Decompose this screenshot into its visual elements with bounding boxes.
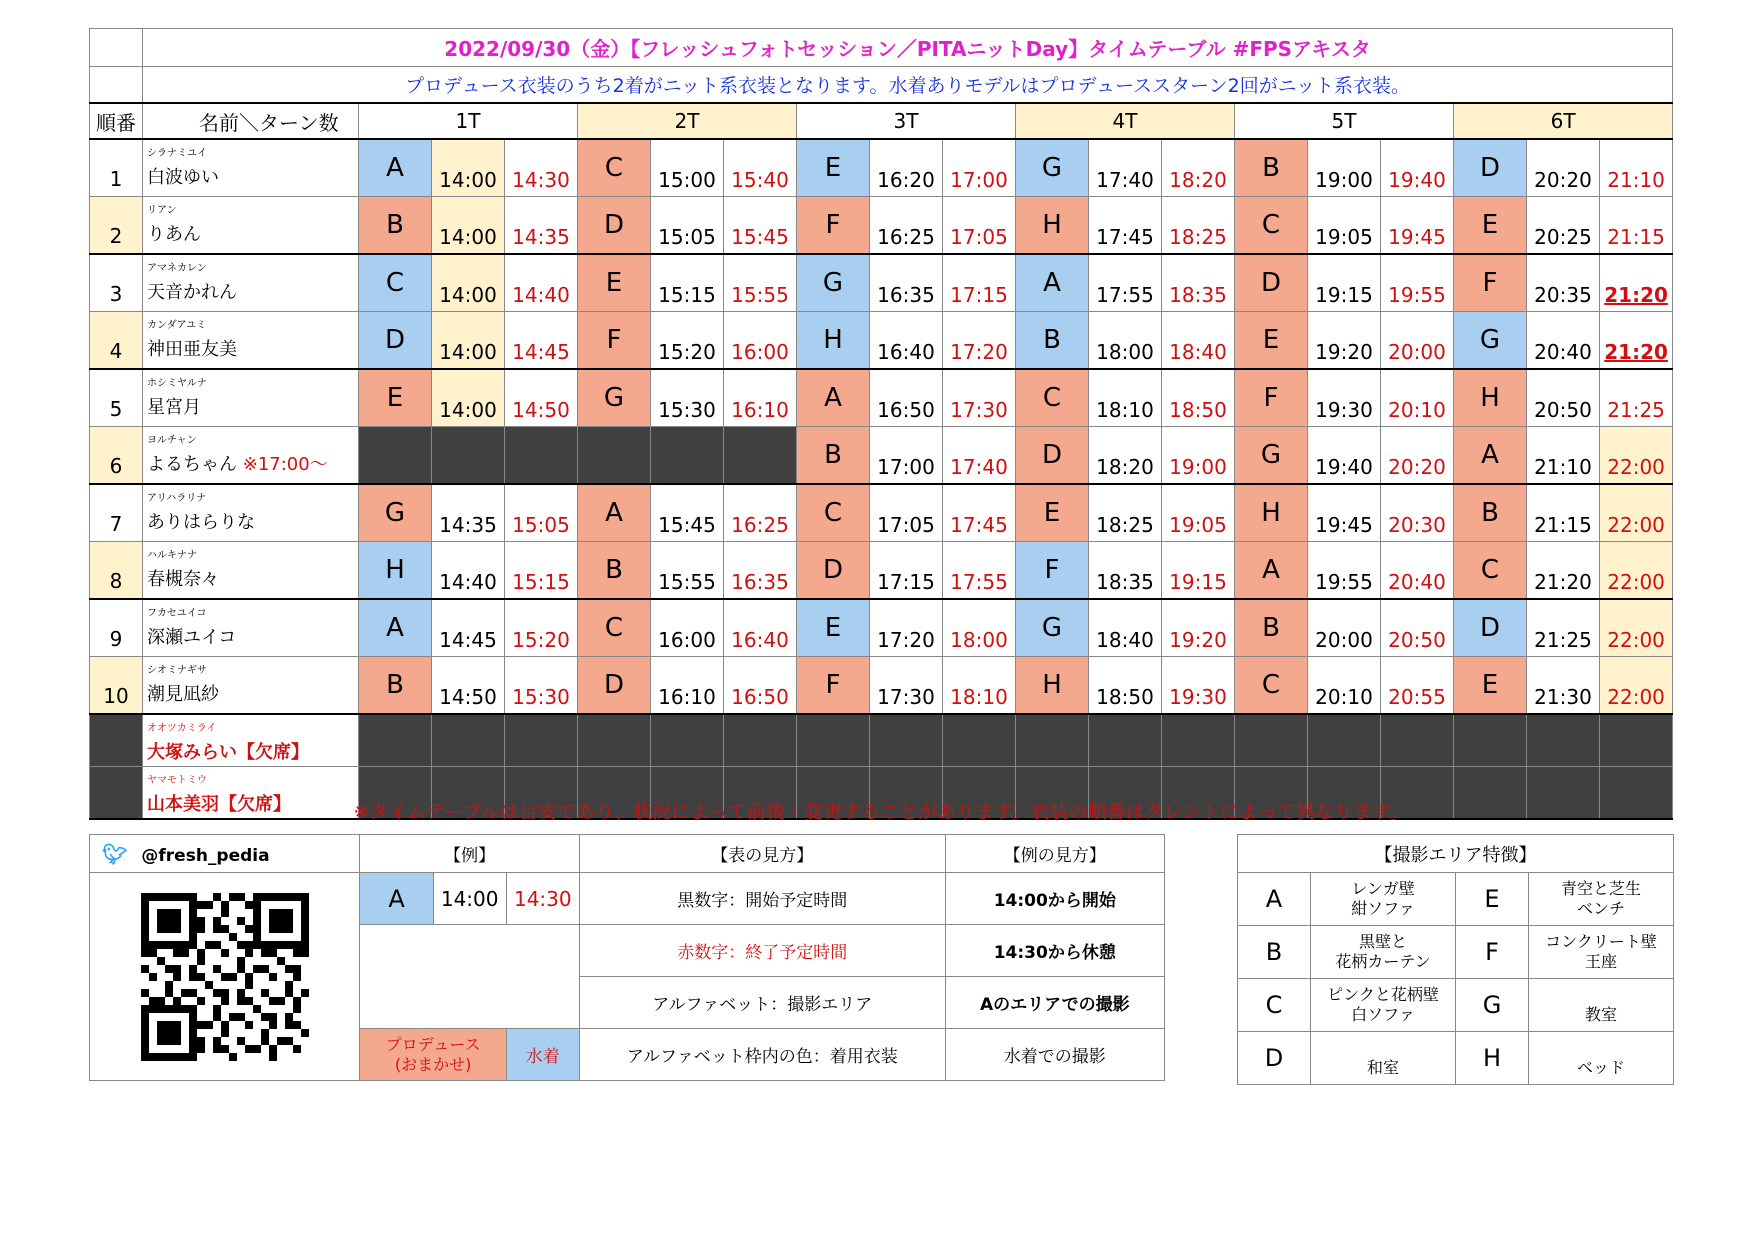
area-letter: B	[578, 542, 651, 600]
area-letter: G	[797, 254, 870, 312]
header-row	[90, 103, 1673, 139]
area-letter: E	[797, 599, 870, 657]
model-name: アリハラリナ ありはらりな	[143, 484, 359, 542]
area-letter: E	[1454, 197, 1527, 255]
end-time: 21:20	[1600, 312, 1673, 370]
model-name: シラナミユイ 白波ゆい	[143, 139, 359, 197]
end-time: 21:25	[1600, 369, 1673, 427]
row-number: 4	[90, 312, 143, 370]
area-desc: ベッド	[1529, 1032, 1674, 1085]
header-name: 名前＼ターン数	[143, 103, 359, 139]
example-head: 【例】	[360, 835, 579, 873]
end-time: 15:30	[505, 657, 578, 715]
example-read-head: 【例の見方】	[945, 835, 1164, 873]
absent-name: オオツカミライ 大塚みらい【欠席】	[143, 714, 359, 767]
area-letter: D	[797, 542, 870, 600]
start-time: 15:20	[651, 312, 724, 370]
start-time: 15:15	[651, 254, 724, 312]
start-time: 17:55	[1089, 254, 1162, 312]
start-time: 18:10	[1089, 369, 1162, 427]
table-row	[90, 254, 1673, 312]
area-letter: D	[1016, 427, 1089, 485]
start-time: 21:25	[1527, 599, 1600, 657]
start-time: 17:40	[1089, 139, 1162, 197]
area-letter: G	[359, 484, 432, 542]
end-time: 21:10	[1600, 139, 1673, 197]
area-letter: C	[1235, 197, 1308, 255]
twitter-icon: 🐦︎	[102, 841, 128, 866]
area-letter: F	[1235, 369, 1308, 427]
end-time: 17:20	[943, 312, 1016, 370]
example-start: 14:00	[433, 873, 506, 925]
area-letter: A	[1454, 427, 1527, 485]
end-time: 20:55	[1381, 657, 1454, 715]
legend-produce: プロデュース (おまかせ)	[360, 1029, 506, 1081]
model-name: シオミナギサ 潮見凪紗	[143, 657, 359, 715]
start-time: 19:30	[1308, 369, 1381, 427]
start-time: 20:25	[1527, 197, 1600, 255]
start-time: 16:00	[651, 599, 724, 657]
area-desc: 和室	[1311, 1032, 1456, 1085]
qr-code[interactable]	[90, 873, 360, 1081]
start-time: 21:30	[1527, 657, 1600, 715]
table-row	[90, 312, 1673, 370]
start-time: 16:40	[870, 312, 943, 370]
area-letter: H	[1016, 657, 1089, 715]
row-number: 6	[90, 427, 143, 485]
area-letter: H	[1016, 197, 1089, 255]
area-letter: B	[1016, 312, 1089, 370]
header-turn-2: 2T	[578, 103, 797, 139]
area-desc: 青空と芝生 ベンチ	[1529, 873, 1674, 926]
timetable	[89, 28, 1673, 820]
end-time: 17:55	[943, 542, 1016, 600]
start-time: 15:30	[651, 369, 724, 427]
start-time: 19:05	[1308, 197, 1381, 255]
end-time: 18:00	[943, 599, 1016, 657]
start-time: 21:15	[1527, 484, 1600, 542]
model-name: ヨルチャン よるちゃん ※17:00〜	[143, 427, 359, 485]
area-letter: E	[1235, 312, 1308, 370]
start-time: 20:20	[1527, 139, 1600, 197]
area-letter: D	[359, 312, 432, 370]
start-time: 15:00	[651, 139, 724, 197]
row-number: 1	[90, 139, 143, 197]
area-desc: レンガ壁 紺ソファ	[1311, 873, 1456, 926]
area-letter: D	[578, 657, 651, 715]
table-row	[90, 599, 1673, 657]
end-time: 15:20	[505, 599, 578, 657]
end-time: 15:45	[724, 197, 797, 255]
area-letter: B	[359, 197, 432, 255]
area-letter: C	[1016, 369, 1089, 427]
area-desc: 黒壁と 花柄カーテン	[1311, 926, 1456, 979]
end-time: 18:25	[1162, 197, 1235, 255]
example-read-area: Aのエリアでの撮影	[945, 977, 1164, 1029]
end-time: 14:50	[505, 369, 578, 427]
table-row	[90, 657, 1673, 715]
area-letter: C	[1454, 542, 1527, 600]
end-time: 18:35	[1162, 254, 1235, 312]
area-letter: D	[578, 197, 651, 255]
area-letter: B	[1235, 599, 1308, 657]
area-letter: B	[1235, 139, 1308, 197]
start-time: 19:45	[1308, 484, 1381, 542]
row-number: 8	[90, 542, 143, 600]
start-time: 18:50	[1089, 657, 1162, 715]
end-time: 19:30	[1162, 657, 1235, 715]
table-row	[90, 139, 1673, 197]
area-letter: F	[1456, 926, 1529, 979]
area-letter: A	[359, 139, 432, 197]
area-letter: B	[1238, 926, 1311, 979]
area-letter: E	[1456, 873, 1529, 926]
howto-head: 【表の見方】	[579, 835, 945, 873]
start-time: 16:20	[870, 139, 943, 197]
end-time: 20:10	[1381, 369, 1454, 427]
start-time: 14:50	[432, 657, 505, 715]
area-desc: 教室	[1529, 979, 1674, 1032]
start-time: 20:50	[1527, 369, 1600, 427]
area-letter: E	[797, 139, 870, 197]
start-time: 17:05	[870, 484, 943, 542]
area-letter: E	[359, 369, 432, 427]
area-letter: E	[578, 254, 651, 312]
start-time: 14:45	[432, 599, 505, 657]
howto-color: アルファベット枠内の色：着用衣装	[579, 1029, 945, 1081]
end-time: 18:10	[943, 657, 1016, 715]
start-time: 20:40	[1527, 312, 1600, 370]
end-time: 17:15	[943, 254, 1016, 312]
page-subtitle: プロデュース衣装のうち2着がニット系衣装となります。水着ありモデルはプロデューススターン2回がニット系衣装。	[143, 67, 1673, 104]
area-letter: D	[1454, 599, 1527, 657]
area-letter: F	[1016, 542, 1089, 600]
row-number: 5	[90, 369, 143, 427]
end-time: 22:00	[1600, 484, 1673, 542]
absent-name: ヤマモトミウ 山本美羽【欠席】	[143, 767, 359, 820]
row-number: 10	[90, 657, 143, 715]
start-time: 18:20	[1089, 427, 1162, 485]
end-time: 17:45	[943, 484, 1016, 542]
model-name: リアン りあん	[143, 197, 359, 255]
end-time: 20:30	[1381, 484, 1454, 542]
end-time: 15:40	[724, 139, 797, 197]
end-time: 16:35	[724, 542, 797, 600]
end-time: 16:50	[724, 657, 797, 715]
table-row	[90, 369, 1673, 427]
row-number: 3	[90, 254, 143, 312]
end-time: 16:10	[724, 369, 797, 427]
area-row	[1238, 873, 1674, 926]
start-time: 17:30	[870, 657, 943, 715]
area-desc: コンクリート壁 王座	[1529, 926, 1674, 979]
end-time: 14:40	[505, 254, 578, 312]
start-time: 19:55	[1308, 542, 1381, 600]
start-time: 16:10	[651, 657, 724, 715]
area-letter: D	[1235, 254, 1308, 312]
area-letter: C	[578, 599, 651, 657]
start-time: 18:00	[1089, 312, 1162, 370]
end-time: 17:00	[943, 139, 1016, 197]
area-row	[1238, 926, 1674, 979]
row-number: 7	[90, 484, 143, 542]
end-time: 15:55	[724, 254, 797, 312]
start-time: 19:20	[1308, 312, 1381, 370]
area-letter: H	[1454, 369, 1527, 427]
end-time: 19:05	[1162, 484, 1235, 542]
header-turn-5: 5T	[1235, 103, 1454, 139]
absent-row	[90, 714, 1673, 767]
start-time: 18:25	[1089, 484, 1162, 542]
model-name: ハルキナナ 春槻奈々	[143, 542, 359, 600]
howto-black: 黒数字：開始予定時間	[579, 873, 945, 925]
area-letter: C	[797, 484, 870, 542]
start-time: 17:20	[870, 599, 943, 657]
start-time: 14:00	[432, 197, 505, 255]
start-time: 18:35	[1089, 542, 1162, 600]
table-row	[90, 484, 1673, 542]
end-time: 20:50	[1381, 599, 1454, 657]
start-time: 20:00	[1308, 599, 1381, 657]
area-letter: C	[1235, 657, 1308, 715]
start-time: 15:45	[651, 484, 724, 542]
start-time: 20:10	[1308, 657, 1381, 715]
example-read-end: 14:30から休憩	[945, 925, 1164, 977]
area-letter: A	[578, 484, 651, 542]
footnote: ※タイムテーブルは目安であり、状況によって前後・変更することがあります。衣装の順番はタレントによって異なります。	[353, 801, 1409, 823]
end-time: 17:40	[943, 427, 1016, 485]
area-letter: G	[1454, 312, 1527, 370]
area-desc: ピンクと花柄壁 白ソファ	[1311, 979, 1456, 1032]
header-turn-3: 3T	[797, 103, 1016, 139]
area-letter: E	[1454, 657, 1527, 715]
area-letter: C	[359, 254, 432, 312]
end-time: 15:05	[505, 484, 578, 542]
end-time: 14:45	[505, 312, 578, 370]
end-time: 19:55	[1381, 254, 1454, 312]
area-letter: H	[1456, 1032, 1529, 1085]
end-time: 22:00	[1600, 542, 1673, 600]
area-letter: G	[1456, 979, 1529, 1032]
end-time: 16:40	[724, 599, 797, 657]
start-time: 19:15	[1308, 254, 1381, 312]
model-name: フカセユイコ 深瀬ユイコ	[143, 599, 359, 657]
end-time: 15:15	[505, 542, 578, 600]
start-time: 14:00	[432, 139, 505, 197]
table-row	[90, 427, 1673, 485]
area-letter: G	[578, 369, 651, 427]
model-name: アマネカレン 天音かれん	[143, 254, 359, 312]
area-letter: E	[1016, 484, 1089, 542]
end-time: 19:45	[1381, 197, 1454, 255]
legend-table	[89, 834, 1165, 1081]
start-time: 20:35	[1527, 254, 1600, 312]
model-name: カンダアユミ 神田亜友美	[143, 312, 359, 370]
start-time: 15:05	[651, 197, 724, 255]
end-time: 22:00	[1600, 599, 1673, 657]
area-letter: G	[1016, 599, 1089, 657]
area-letter: B	[797, 427, 870, 485]
start-time: 21:20	[1527, 542, 1600, 600]
howto-red: 赤数字：終了予定時間	[579, 925, 945, 977]
table-row	[90, 542, 1673, 600]
area-letter: F	[797, 657, 870, 715]
start-time: 21:10	[1527, 427, 1600, 485]
legend-swim: 水着	[506, 1029, 579, 1081]
end-time: 19:15	[1162, 542, 1235, 600]
start-time: 14:40	[432, 542, 505, 600]
end-time: 19:00	[1162, 427, 1235, 485]
start-time: 19:40	[1308, 427, 1381, 485]
start-time: 17:45	[1089, 197, 1162, 255]
example-read-swim: 水着での撮影	[945, 1029, 1164, 1081]
start-time: 17:15	[870, 542, 943, 600]
start-time: 18:40	[1089, 599, 1162, 657]
area-letter: D	[1454, 139, 1527, 197]
area-table	[1237, 834, 1674, 1085]
table-row	[90, 197, 1673, 255]
end-time: 22:00	[1600, 657, 1673, 715]
end-time: 21:20	[1600, 254, 1673, 312]
row-number: 9	[90, 599, 143, 657]
end-time: 20:20	[1381, 427, 1454, 485]
end-time: 18:20	[1162, 139, 1235, 197]
example-letter: A	[360, 873, 433, 925]
header-turn-6: 6T	[1454, 103, 1673, 139]
area-letter: A	[359, 599, 432, 657]
start-time: 15:55	[651, 542, 724, 600]
area-letter: D	[1238, 1032, 1311, 1085]
area-letter: G	[1016, 139, 1089, 197]
header-order: 順番	[90, 103, 143, 139]
area-letter: B	[1454, 484, 1527, 542]
end-time: 14:30	[505, 139, 578, 197]
header-turn-4: 4T	[1016, 103, 1235, 139]
area-letter: A	[1235, 542, 1308, 600]
end-time: 14:35	[505, 197, 578, 255]
area-letter: F	[797, 197, 870, 255]
end-time: 19:20	[1162, 599, 1235, 657]
row-number: 2	[90, 197, 143, 255]
end-time: 22:00	[1600, 427, 1673, 485]
end-time: 20:40	[1381, 542, 1454, 600]
example-end: 14:30	[506, 873, 579, 925]
area-letter: B	[359, 657, 432, 715]
end-time: 18:50	[1162, 369, 1235, 427]
area-row	[1238, 979, 1674, 1032]
start-time: 16:25	[870, 197, 943, 255]
area-head: 【撮影エリア特徴】	[1238, 835, 1674, 873]
end-time: 19:40	[1381, 139, 1454, 197]
area-row	[1238, 1032, 1674, 1085]
start-time: 17:00	[870, 427, 943, 485]
area-letter: H	[797, 312, 870, 370]
model-name: ホシミヤルナ 星宮月	[143, 369, 359, 427]
start-time: 16:50	[870, 369, 943, 427]
start-time: 19:00	[1308, 139, 1381, 197]
area-letter: F	[1454, 254, 1527, 312]
area-letter: H	[359, 542, 432, 600]
example-read-start: 14:00から開始	[945, 873, 1164, 925]
area-letter: C	[578, 139, 651, 197]
end-time: 17:05	[943, 197, 1016, 255]
start-time: 14:00	[432, 369, 505, 427]
area-letter: G	[1235, 427, 1308, 485]
area-letter: A	[1238, 873, 1311, 926]
twitter-handle[interactable]: 🐦︎ @fresh_pedia	[90, 835, 360, 873]
end-time: 16:00	[724, 312, 797, 370]
end-time: 20:00	[1381, 312, 1454, 370]
start-time: 14:35	[432, 484, 505, 542]
howto-letter: アルファベット：撮影エリア	[579, 977, 945, 1029]
page-title: 2022/09/30（金）【フレッシュフォトセッション／PITAニットDay】タイムテーブル #FPSアキスタ	[143, 29, 1673, 67]
area-letter: H	[1235, 484, 1308, 542]
area-letter: F	[578, 312, 651, 370]
header-turn-1: 1T	[359, 103, 578, 139]
start-time: 14:00	[432, 312, 505, 370]
end-time: 21:15	[1600, 197, 1673, 255]
area-letter: A	[797, 369, 870, 427]
start-time: 16:35	[870, 254, 943, 312]
area-letter: A	[1016, 254, 1089, 312]
start-time: 14:00	[432, 254, 505, 312]
end-time: 16:25	[724, 484, 797, 542]
end-time: 17:30	[943, 369, 1016, 427]
area-letter: C	[1238, 979, 1311, 1032]
end-time: 18:40	[1162, 312, 1235, 370]
